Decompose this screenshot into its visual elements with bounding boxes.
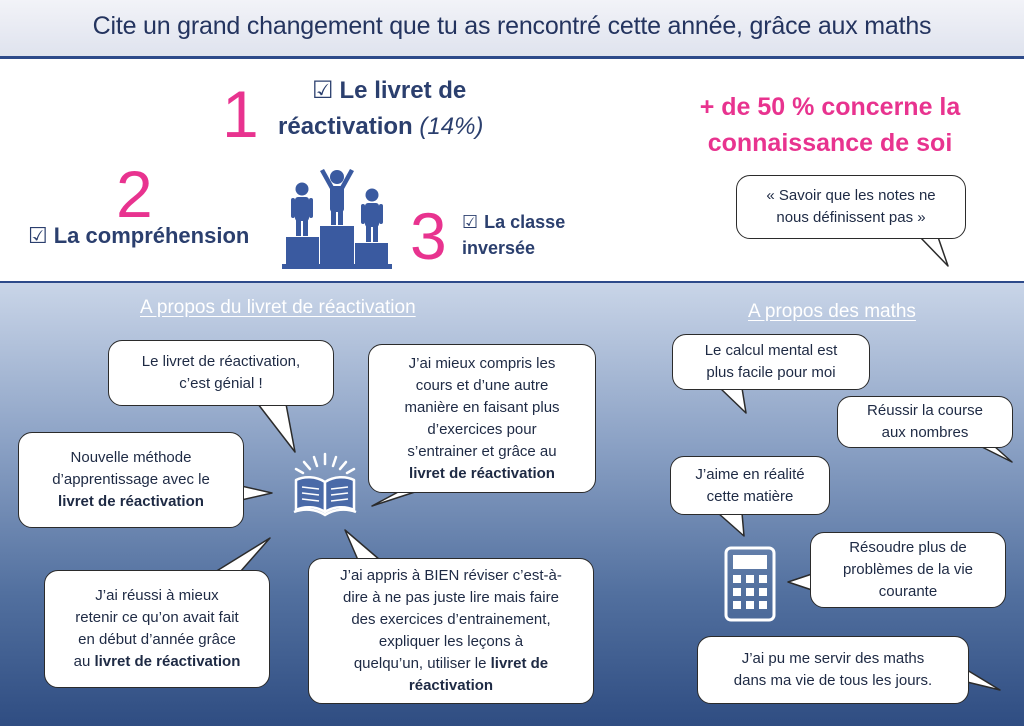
open-book-icon — [290, 452, 360, 518]
quote-bubble: « Savoir que les notes ne nous définissent pas » — [736, 175, 966, 239]
checkbox-icon: ☑ — [312, 77, 334, 104]
section-title-livret: A propos du livret de réactivation — [140, 297, 416, 318]
rank-1-label: ☑ Le livret de réactivation (14%) — [278, 77, 484, 140]
section-title-maths: A propos des maths — [748, 301, 916, 322]
rank-2-number: 2 — [116, 157, 153, 231]
rank-3-label: ☑ La classe inversée — [462, 212, 566, 258]
speech-bubble: J’aime en réalité cette matière — [670, 456, 830, 515]
speech-bubble: Le livret de réactivation, c’est génial ! — [108, 340, 334, 406]
podium-icon — [282, 167, 392, 269]
podium-section — [0, 59, 1024, 281]
speech-bubble: J’ai appris à BIEN réviser c’est-à- dire à ne pas juste lire mais faire des exercices d’entrainement, expliquer les leçons à quelqu’un, utiliser le livret de réactivation — [308, 558, 594, 704]
rank-3-number: 3 — [410, 199, 447, 273]
speech-bubble: Réussir la course aux nombres — [837, 396, 1013, 448]
checkbox-icon: ☑ — [28, 223, 48, 248]
header-bar — [0, 0, 1024, 59]
calculator-icon — [724, 546, 776, 622]
speech-bubble: J’ai réussi à mieux retenir ce qu’on avait fait en début d’année grâce au livret de réactivation — [44, 570, 270, 688]
highlight-text: + de 50 % concerne la connaissance de soi — [699, 93, 961, 157]
page-title: Cite un grand changement que tu as rencontré cette année, grâce aux maths — [92, 12, 932, 40]
speech-bubble: Nouvelle méthode d’apprentissage avec le livret de réactivation — [18, 432, 244, 528]
rank-2-label: ☑ La compréhension — [28, 223, 250, 248]
speech-bubble: J’ai mieux compris les cours et d’une autre manière en faisant plus d’exercices pour s’entrainer et grâce au livret de réactivation — [368, 344, 596, 493]
rank-1-percent: (14%) — [419, 113, 484, 140]
speech-bubble: Le calcul mental est plus facile pour moi — [672, 334, 870, 390]
checkbox-icon: ☑ — [462, 212, 479, 232]
speech-bubble: J’ai pu me servir des maths dans ma vie de tous les jours. — [697, 636, 969, 704]
speech-bubble: Résoudre plus de problèmes de la vie courante — [810, 532, 1006, 608]
rank-1-number: 1 — [222, 77, 259, 151]
